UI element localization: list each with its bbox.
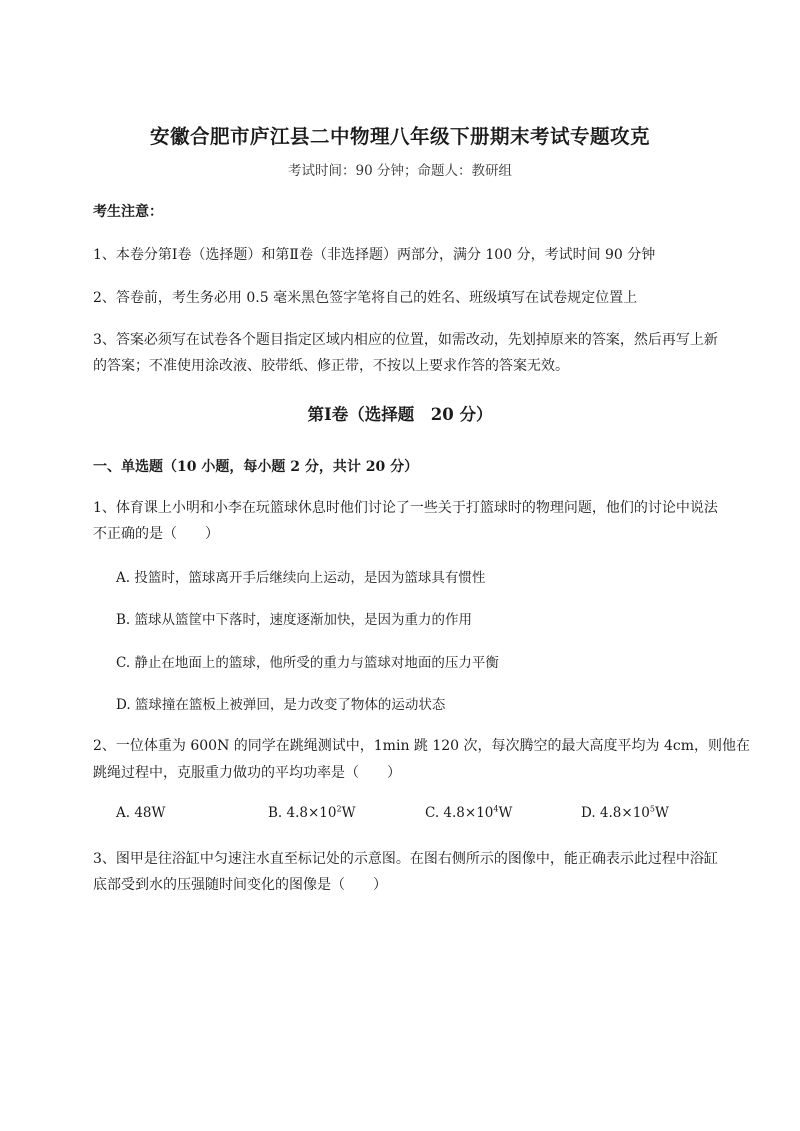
notice-item-2: 2、答卷前，考生务必用 0.5 毫米黑色签字笔将自己的姓名、班级填写在试卷规定位置上 xyxy=(93,290,638,306)
exam-subtitle: 考试时间：90 分钟；命题人：教研组 xyxy=(288,163,512,179)
question-2-option-a: A. 48W xyxy=(116,805,166,821)
question-1-option-a: A. 投篮时，篮球离开手后继续向上运动，是因为篮球具有惯性 xyxy=(116,570,486,586)
question-1-option-b: B. 篮球从篮筐中下落时，速度逐渐加快，是因为重力的作用 xyxy=(116,612,473,628)
option-d-exponent: 5 xyxy=(649,804,655,814)
notice-item-1: 1、本卷分第Ⅰ卷（选择题）和第Ⅱ卷（非选择题）两部分，满分 100 分，考试时间 90 分钟 xyxy=(93,247,656,263)
option-c-unit: W xyxy=(498,805,513,821)
question-2-option-c xyxy=(425,805,512,821)
part-heading: 一、单选题（10 小题，每小题 2 分，共计 20 分） xyxy=(93,459,419,475)
question-1-line-1: 1、体育课上小明和小李在玩篮球休息时他们讨论了一些关于打篮球时的物理问题，他们的讨论中说法 xyxy=(93,500,718,516)
option-d-base: D. 4.8×10 xyxy=(581,805,650,821)
option-c-base: C. 4.8×10 xyxy=(425,805,494,821)
option-b-base: B. 4.8×10 xyxy=(268,805,337,821)
question-2-option-d xyxy=(581,805,669,821)
option-d-unit: W xyxy=(654,805,669,821)
question-1-option-c: C. 静止在地面上的篮球，他所受的重力与篮球对地面的压力平衡 xyxy=(116,655,499,671)
question-2-line-2: 跳绳过程中，克服重力做功的平均功率是（ ） xyxy=(93,765,401,781)
question-2-option-b xyxy=(268,805,355,821)
question-1-line-2: 不正确的是（ ） xyxy=(93,526,219,542)
option-c-exponent: 4 xyxy=(493,804,499,814)
question-3-line-1: 3、图甲是往浴缸中匀速注水直至标记处的示意图。在图右侧所示的图像中，能正确表示此过程中浴缸 xyxy=(93,851,718,867)
question-1-option-d: D. 篮球撞在篮板上被弹回，是力改变了物体的运动状态 xyxy=(116,697,446,713)
option-b-exponent: 2 xyxy=(336,804,342,814)
exam-title: 安徽合肥市庐江县二中物理八年级下册期末考试专题攻克 xyxy=(149,125,650,148)
question-2-line-1: 2、一位体重为 600N 的同学在跳绳测试中，1min 跳 120 次，每次腾空的最大高度平均为 4cm，则他在 xyxy=(93,738,750,754)
notice-item-3-line-2: 的答案；不准使用涂改液、胶带纸、修正带，不按以上要求作答的答案无效。 xyxy=(93,358,569,374)
section-title: 第Ⅰ卷（选择题 20 分） xyxy=(307,405,493,424)
option-b-unit: W xyxy=(341,805,356,821)
question-3-line-2: 底部受到水的压强随时间变化的图像是（ ） xyxy=(93,877,387,893)
notice-item-3-line-1: 3、答案必须写在试卷各个题目指定区域内相应的位置，如需改动，先划掉原来的答案，然后再写上新 xyxy=(93,332,718,348)
notice-heading: 考生注意： xyxy=(93,204,163,220)
